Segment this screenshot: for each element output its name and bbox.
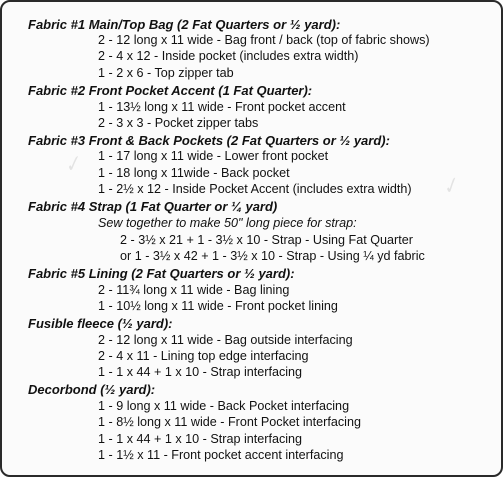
cut-line: 1 - 18 long x 11wide - Back pocket <box>98 166 290 180</box>
cut-line: 2 - 3½ x 21 + 1 - 3½ x 10 - Strap - Using Fat Quarter <box>120 233 413 247</box>
cut-line: 1 - 10½ long x 11 wide - Front pocket lining <box>98 299 338 313</box>
section-note: Sew together to make 50" long piece for strap: <box>98 216 357 230</box>
cut-line: 1 - 9 long x 11 wide - Back Pocket interfacing <box>98 399 350 413</box>
cut-line: 1 - 1½ x 11 - Front pocket accent interfacing <box>98 448 344 462</box>
watermark-mark: ✓ <box>438 173 463 201</box>
cut-line: 2 - 12 long x 11 wide - Bag outside interfacing <box>98 333 353 347</box>
cut-line: 2 - 12 long x 11 wide - Bag front / back (top of fabric shows) <box>98 33 430 47</box>
section-heading-fabric-4: Fabric #4 Strap (1 Fat Quarter or ¼ yard) <box>28 199 278 214</box>
section-heading-fabric-2: Fabric #2 Front Pocket Accent (1 Fat Quarter): <box>28 83 313 98</box>
cut-line: 2 - 11¾ long x 11 wide - Bag lining <box>98 283 290 297</box>
cut-line: 1 - 17 long x 11 wide - Lower front pocket <box>98 149 329 163</box>
cut-line: 1 - 1 x 44 + 1 x 10 - Strap interfacing <box>98 365 303 379</box>
section-heading-fabric-3: Fabric #3 Front & Back Pockets (2 Fat Quarters or ½ yard): <box>28 133 390 148</box>
section-heading-fusible-fleece: Fusible fleece (½ yard): <box>28 316 173 331</box>
cut-line: or 1 - 3½ x 42 + 1 - 3½ x 10 - Strap - Using ¼ yd fabric <box>120 249 425 263</box>
cut-line: 2 - 4 x 11 - Lining top edge interfacing <box>98 349 309 363</box>
section-heading-decorbond: Decorbond (½ yard): <box>28 382 156 397</box>
cut-line: 1 - 2 x 6 - Top zipper tab <box>98 66 234 80</box>
watermark-mark: ✓ <box>60 151 85 179</box>
cut-line: 1 - 13½ long x 11 wide - Front pocket accent <box>98 100 346 114</box>
cut-line: 1 - 2½ x 12 - Inside Pocket Accent (includes extra width) <box>98 182 412 196</box>
cut-line: 1 - 1 x 44 + 1 x 10 - Strap interfacing <box>98 432 303 446</box>
cut-line: 1 - 8½ long x 11 wide - Front Pocket interfacing <box>98 415 361 429</box>
section-heading-fabric-1: Fabric #1 Main/Top Bag (2 Fat Quarters or ½ yard): <box>28 17 341 32</box>
cut-line: 2 - 4 x 12 - Inside pocket (includes extra width) <box>98 49 359 63</box>
cut-line: 2 - 3 x 3 - Pocket zipper tabs <box>98 116 259 130</box>
section-heading-fabric-5: Fabric #5 Lining (2 Fat Quarters or ½ yard): <box>28 266 295 281</box>
